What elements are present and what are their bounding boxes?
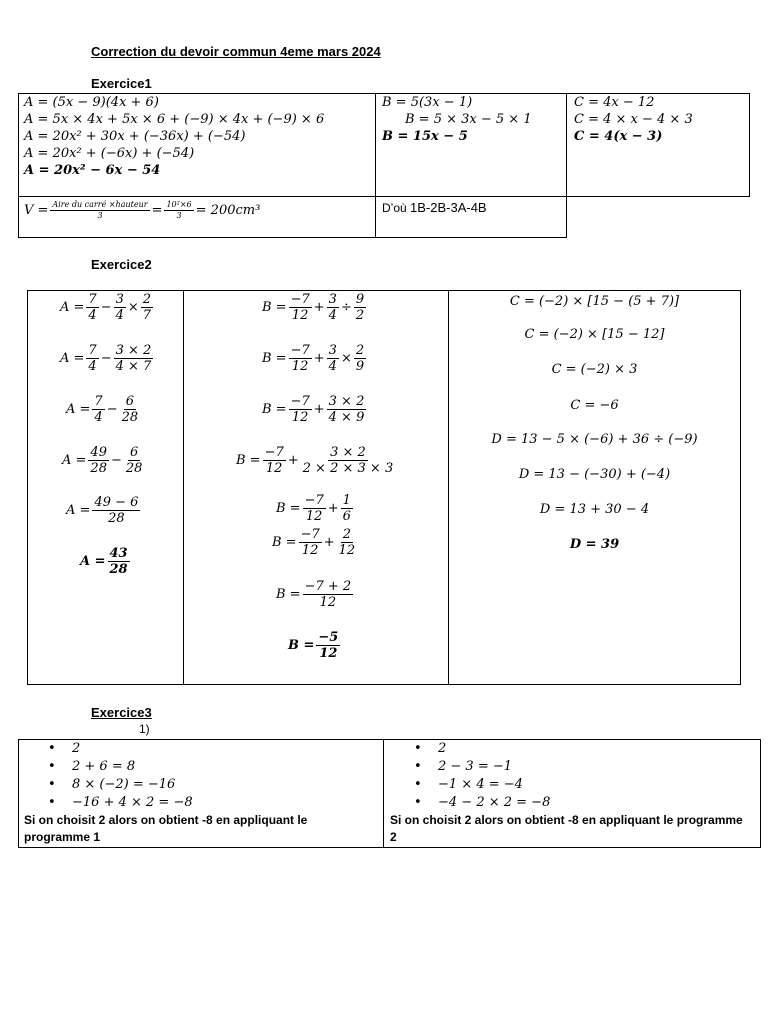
numerator: 1 — [342, 493, 351, 508]
program2-step: • −4 − 2 × 2 = −8 — [390, 794, 550, 812]
answer-prefix: D’où — [382, 201, 411, 215]
volume-result: = 200cm³ — [195, 203, 261, 218]
numerator: 9 — [355, 292, 365, 307]
operator: + — [313, 351, 325, 366]
lhs: A = — [80, 554, 106, 569]
lhs: A = — [62, 453, 87, 468]
program2-step: • 2 − 3 = −1 — [390, 758, 550, 776]
lhs: A = — [66, 402, 91, 417]
numerator: −7 + 2 — [304, 579, 352, 594]
numerator: 7 — [88, 292, 97, 307]
program2-steps — [390, 740, 550, 812]
volume-numerator-2: 10²×6 — [166, 200, 192, 209]
numerator: −7 — [290, 394, 310, 409]
denominator: 12 — [338, 543, 356, 558]
numerator: 43 — [109, 546, 128, 561]
ex2-B-line — [276, 493, 355, 524]
numerator: 6 — [125, 394, 135, 409]
ex2-D-line: D = 13 − (−30) + (−4) — [518, 467, 671, 482]
numerator: 2 — [142, 292, 152, 307]
numerator: −7 — [290, 292, 310, 307]
ex1-B-line: B = 5(3x − 1) — [382, 95, 473, 110]
ex1-B-result: B = 15x − 5 — [382, 129, 468, 144]
volume-numerator: Aire du carré ×hauteur — [52, 200, 148, 209]
ex2-A-result — [80, 546, 132, 577]
exercise2-divider-1 — [183, 290, 184, 685]
volume-denominator-2: 3 — [176, 211, 182, 220]
operator: ÷ — [340, 300, 352, 315]
denominator: 7 — [142, 308, 152, 323]
numerator: 6 — [130, 445, 139, 460]
denominator: 4 — [328, 359, 337, 374]
operator: − — [100, 351, 112, 366]
denominator: 12 — [319, 595, 337, 610]
denominator: 28 — [121, 410, 139, 425]
numerator: 3 — [328, 292, 337, 307]
numerator: −7 — [300, 527, 320, 542]
ex1-C-line: C = 4x − 12 — [574, 95, 655, 110]
numerator: 2 — [342, 527, 352, 542]
page-title: Correction du devoir commun 4eme mars 2024 — [91, 44, 381, 59]
operator: − — [100, 300, 112, 315]
program2-step: • −1 × 4 = −4 — [390, 776, 550, 794]
denominator: 28 — [90, 461, 107, 476]
lhs: B = — [262, 300, 287, 315]
ex2-C-line: C = (−2) × 3 — [551, 362, 638, 377]
volume-fraction-2 — [164, 200, 193, 221]
program1-step: • 8 × (−2) = −16 — [24, 776, 193, 794]
ex2-C-line: C = (−2) × [15 − 12] — [524, 327, 665, 342]
ex1-A-line: A = (5x − 9)(4x + 6) — [24, 95, 159, 110]
numerator: −7 — [290, 343, 310, 358]
ex2-B-line — [276, 579, 355, 610]
ex1-A-result: A = 20x² − 6x − 54 — [24, 163, 161, 178]
denominator: 28 — [109, 562, 128, 577]
exercise2-heading: Exercice2 — [91, 257, 152, 272]
ex2-D-line: D = 13 − 5 × (−6) + 36 ÷ (−9) — [491, 432, 698, 447]
numerator: 3 × 2 — [115, 343, 152, 358]
volume-fraction — [50, 200, 149, 221]
lhs: B = — [288, 638, 315, 653]
denominator: 2 — [355, 308, 365, 323]
program1-step: • 2 — [24, 740, 193, 758]
denominator: 12 — [265, 461, 283, 476]
ex2-B-line — [262, 292, 368, 323]
denominator: 4 × 9 — [328, 410, 365, 425]
lhs: A = — [66, 503, 91, 518]
denominator: 6 — [342, 509, 351, 524]
numerator: 2 — [355, 343, 365, 358]
ex2-B-result — [288, 630, 342, 661]
ex1-A-line: A = 20x² + 30x + (−36x) + (−54) — [24, 129, 246, 144]
ex1-A-line: A = 20x² + (−6x) + (−54) — [24, 146, 195, 161]
numerator: 3 — [328, 343, 337, 358]
denominator: 12 — [291, 410, 309, 425]
program1-step: • 2 + 6 = 8 — [24, 758, 193, 776]
program2-step: • 2 — [390, 740, 550, 758]
denominator: 4 — [328, 308, 337, 323]
ex2-A-line — [62, 445, 146, 476]
denominator: 12 — [291, 359, 309, 374]
lhs: B = — [262, 402, 287, 417]
ex2-A-line — [66, 394, 142, 425]
lhs: A = — [60, 300, 85, 315]
ex1-B-line: B = 5 × 3x − 5 × 1 — [405, 112, 532, 127]
numerator: 7 — [94, 394, 103, 409]
ex2-B-line — [272, 527, 359, 558]
lhs: B = — [236, 453, 261, 468]
denominator: 4 — [88, 359, 97, 374]
volume-denominator: 3 — [97, 211, 103, 220]
program1-steps — [24, 740, 193, 812]
denominator: 4 — [88, 308, 97, 323]
exercise3-heading: Exercice3 — [91, 705, 152, 720]
exercise1-heading: Exercice1 — [91, 76, 152, 91]
operator: − — [106, 402, 118, 417]
volume-prefix: V = — [24, 203, 49, 218]
ex2-D-result: D = 39 — [569, 537, 620, 552]
ex2-B-line — [236, 445, 397, 476]
numerator: 3 — [115, 292, 124, 307]
numerator: −5 — [318, 630, 339, 645]
denominator: 9 — [355, 359, 365, 374]
lhs: B = — [276, 587, 301, 602]
denominator: 4 × 7 — [115, 359, 152, 374]
ex2-A-line — [66, 495, 142, 526]
denominator: 28 — [125, 461, 143, 476]
denominator: 12 — [319, 646, 338, 661]
ex1-answer — [382, 200, 487, 215]
lhs: A = — [60, 351, 85, 366]
ex1-C-result: C = 4(x − 3) — [574, 129, 663, 144]
ex2-A-line — [60, 343, 155, 374]
program1-conclusion: Si on choisit 2 alors on obtient -8 en appliquant le programme 1 — [24, 813, 308, 844]
ex2-B-line — [262, 343, 368, 374]
program1-step: • −16 + 4 × 2 = −8 — [24, 794, 193, 812]
denominator: 4 — [115, 308, 124, 323]
denominator: 12 — [305, 509, 323, 524]
denominator: 12 — [291, 308, 309, 323]
denominator: 2 × 2 × 3 × 3 — [302, 461, 394, 476]
numerator: −7 — [304, 493, 324, 508]
exercise3-subquestion: 1) — [139, 722, 150, 736]
denominator: 28 — [108, 511, 125, 526]
numerator: 7 — [88, 343, 97, 358]
operator: + — [323, 535, 335, 550]
ex2-A-line — [60, 292, 155, 323]
numerator: 3 × 2 — [330, 445, 366, 460]
ex2-D-line: D = 13 + 30 − 4 — [539, 502, 650, 517]
numerator: −7 — [264, 445, 284, 460]
ex2-C-line: C = (−2) × [15 − (5 + 7)] — [509, 294, 680, 309]
ex1-C-line: C = 4 × x − 4 × 3 — [574, 112, 693, 127]
operator: × — [340, 351, 352, 366]
operator: + — [287, 453, 299, 468]
lhs: B = — [272, 535, 297, 550]
operator: + — [327, 501, 339, 516]
numerator: 49 — [90, 445, 107, 460]
ex2-B-line — [262, 394, 368, 425]
lhs: B = — [276, 501, 301, 516]
operator: + — [313, 402, 325, 417]
program2-conclusion: Si on choisit 2 alors on obtient -8 en appliquant le programme 2 — [390, 813, 743, 844]
ex1-volume-formula: V = $\frac{\text{Aire du carré ×hauteur}}{3}$ = $\frac{\text{10²×6}}{3}$ = 200cm³ — [24, 200, 261, 220]
operator: × — [127, 300, 139, 315]
numerator: 3 × 2 — [328, 394, 365, 409]
answer-value: 1B-2B-3A-4B — [410, 200, 487, 215]
lhs: B = — [262, 351, 287, 366]
denominator: 12 — [301, 543, 319, 558]
exercise3-divider — [383, 739, 384, 848]
operator: + — [313, 300, 325, 315]
ex1-A-line: A = 5x × 4x + 5x × 6 + (−9) × 4x + (−9) × 6 — [24, 112, 325, 127]
denominator: 4 — [94, 410, 103, 425]
operator: − — [110, 453, 122, 468]
ex2-C-result: C = −6 — [570, 398, 619, 413]
numerator: 49 − 6 — [94, 495, 139, 510]
exercise2-divider-2 — [448, 290, 449, 685]
